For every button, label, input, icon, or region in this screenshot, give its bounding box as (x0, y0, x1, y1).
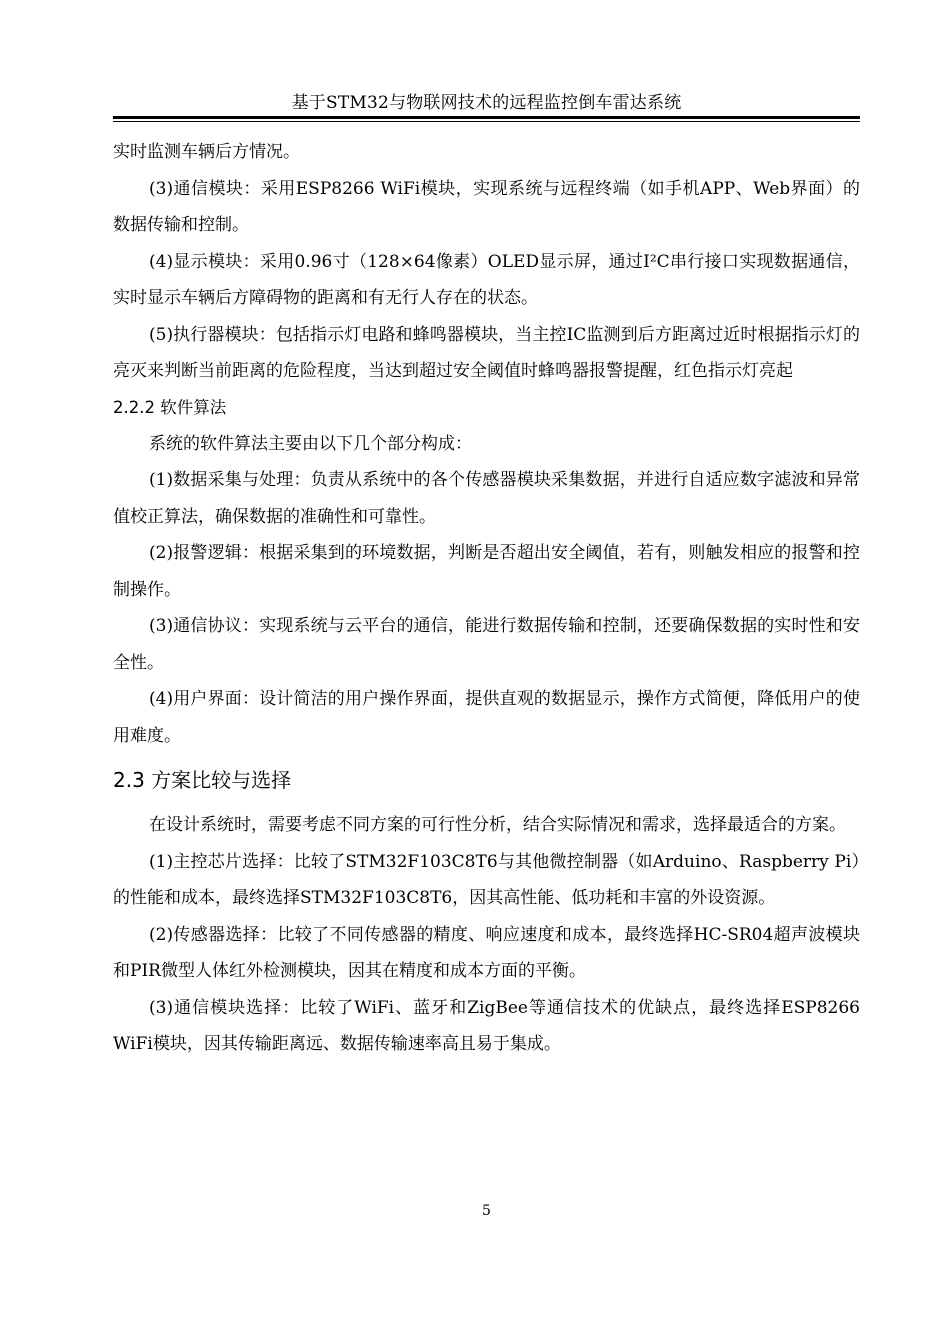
paragraph-software-intro: 系统的软件算法主要由以下几个部分构成： (149, 433, 472, 454)
paragraph-data-acquisition: (1)数据采集与处理：负责从系统中的各个传感器模块采集数据，并进行自适应数字滤波和异常值校正算法，确保数据的准确性和可靠性。 (113, 470, 860, 527)
paragraph-sensor-selection: (2)传感器选择：比较了不同传感器的精度、响应速度和成本，最终选择HC-SR04超声波模块和PIR微型人体红外检测模块，因其在精度和成本方面的平衡。 (113, 924, 860, 981)
page-number: 5 (482, 1203, 491, 1219)
paragraph-communication-module: (3)通信模块：采用ESP8266 WiFi模块，实现系统与远程终端（如手机APP、Web界面）的数据传输和控制。 (113, 178, 860, 235)
paragraph-alarm-logic: (2)报警逻辑：根据采集到的环境数据，判断是否超出安全阈值，若有，则触发相应的报警和控制操作。 (113, 543, 860, 600)
paragraph-continuation: 实时监测车辆后方情况。 (113, 142, 300, 162)
paragraph-comm-selection: (3)通信模块选择：比较了WiFi、蓝牙和ZigBee等通信技术的优缺点，最终选择ESP8266 WiFi模块，因其传输距离远、数据传输速率高且易于集成。 (113, 997, 860, 1054)
section-heading-2-3: 2.3 方案比较与选择 (113, 768, 292, 792)
paragraph-user-interface: (4)用户界面：设计简洁的用户操作界面，提供直观的数据显示，操作方式简便，降低用户的使用难度。 (113, 689, 860, 746)
header-rule-thin (113, 121, 860, 122)
section-heading-2-2-2: 2.2.2 软件算法 (113, 397, 227, 417)
paragraph-actuator-module: (5)执行器模块：包括指示灯电路和蜂鸣器模块，当主控IC监测到后方距离过近时根据指示灯的亮灭来判断当前距离的危险程度，当达到超过安全阈值时蜂鸣器报警提醒，红色指示灯亮起 (113, 324, 860, 381)
paragraph-scheme-intro: 在设计系统时，需要考虑不同方案的可行性分析，结合实际情况和需求，选择最适合的方案。 (149, 815, 846, 835)
paragraph-display-module: (4)显示模块：采用0.96寸（128×64像素）OLED显示屏，通过I²C串行接口实现数据通信，实时显示车辆后方障碍物的距离和有无行人存在的状态。 (113, 251, 860, 308)
page-header-title: 基于STM32与物联网技术的远程监控倒车雷达系统 (291, 93, 682, 113)
paragraph-communication-protocol: (3)通信协议：实现系统与云平台的通信，能进行数据传输和控制，还要确保数据的实时性和安全性。 (113, 616, 860, 673)
page-body (113, 134, 860, 1063)
header-rule-thick (113, 116, 860, 119)
paragraph-mcu-selection: (1)主控芯片选择：比较了STM32F103C8T6与其他微控制器（如Arduino、Raspberry Pi）的性能和成本，最终选择STM32F103C8T6，因其高性能、低功耗和丰富的外设资源。 (113, 851, 860, 908)
